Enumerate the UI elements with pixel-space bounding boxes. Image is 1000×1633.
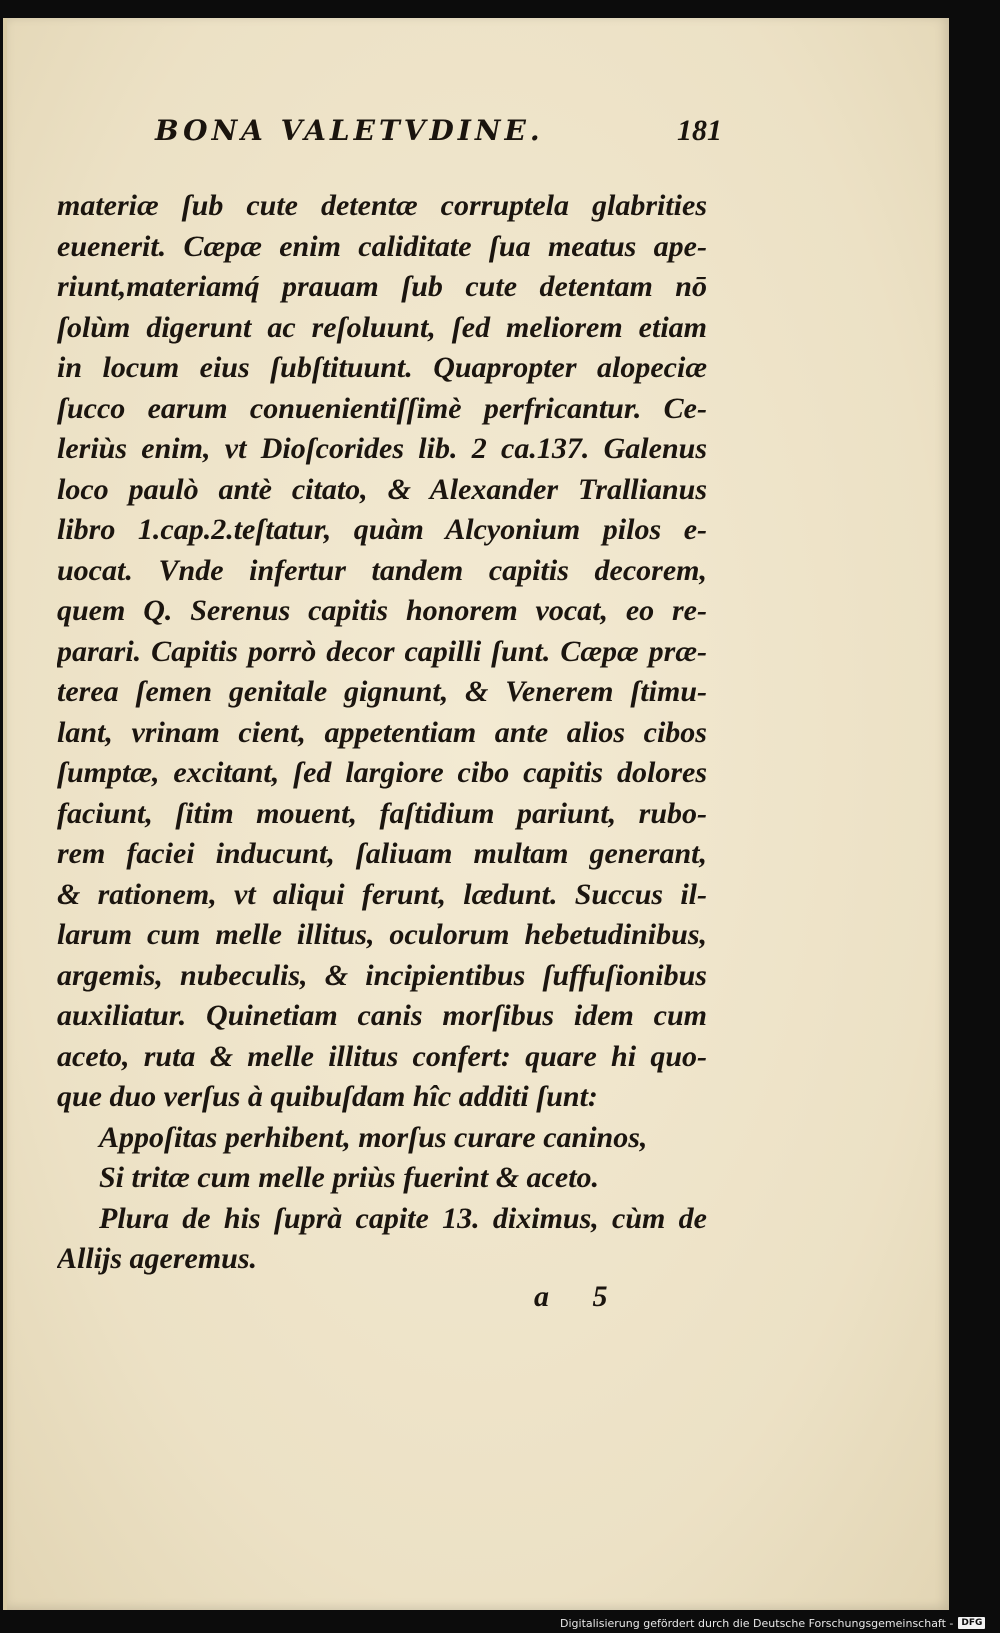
text-line: loco paulò antè citato, & Alexander Trallianus [57, 472, 707, 506]
text-line: & rationem, vt aliqui ferunt, lædunt. Succus il- [57, 877, 707, 911]
text-line: in locum eius ſubſtituunt. Quapropter alopeciæ [57, 351, 707, 384]
text-line: auxiliatur. Quinetiam canis morſibus idem cum [57, 999, 707, 1032]
text-line: quem Q. Serenus capitis honorem vocat, eo re- [57, 594, 707, 627]
page-number: 181 [677, 114, 722, 147]
text-line: parari. Capitis porrò decor capilli ſunt. Cæpæ præ- [57, 634, 707, 668]
digitization-footer [560, 1614, 985, 1632]
funding-credit: Digitalisierung gefördert durch die Deutsche Forschungsgemeinschaft - [560, 1616, 954, 1630]
verse-line: Appoſitas perhibent, morſus curare caninos, [99, 1120, 648, 1154]
text-line: euenerit. Cæpæ enim caliditate ſua meatus ape- [57, 229, 707, 263]
text-line: uocat. Vnde infertur tandem capitis decorem, [57, 553, 707, 587]
text-line: leriùs enim, vt Dioſcorides lib. 2 ca.137. Galenus [57, 432, 707, 465]
running-head: BONA VALETVDINE. [155, 114, 544, 147]
text-line: argemis, nubeculis, & incipientibus ſuffuſionibus [57, 958, 707, 992]
text-line: ſucco earum conuenientiſſimè perfricantur. Ce- [57, 391, 707, 425]
book-page [3, 18, 949, 1610]
text-line: materiæ ſub cute detentæ corruptela glabrities [57, 189, 707, 222]
text-line: larum cum melle illitus, oculorum hebetudinibus, [57, 918, 707, 951]
text-line: riunt,materiamq́ prauam ſub cute detentam nō [57, 270, 707, 303]
dfg-logo-icon: DFG [958, 1617, 985, 1629]
text-line: rem faciei inducunt, ſaliuam multam generant, [57, 837, 707, 870]
text-line: que duo verſus à quibuſdam hîc additi ſunt: [57, 1080, 598, 1113]
text-line: Allijs ageremus. [57, 1242, 258, 1275]
text-line: ſolùm digerunt ac reſoluunt, ſed meliorem etiam [57, 310, 707, 344]
text-line: libro 1.cap.2.teſtatur, quàm Alcyonium pilos e- [57, 513, 707, 546]
text-line: Plura de his ſuprà capite 13. diximus, cùm de [99, 1201, 707, 1235]
text-line: aceto, ruta & melle illitus confert: quare hi quo- [57, 1039, 707, 1073]
page-header [7, 114, 949, 154]
text-line: terea ſemen genitale gignunt, & Venerem ſtimu- [57, 675, 707, 708]
verse-line: Si tritæ cum melle priùs fuerint & aceto. [99, 1161, 600, 1194]
body-text [57, 186, 707, 1280]
signature-mark: a 5 [534, 1280, 626, 1313]
text-line: lant, vrinam cient, appetentiam ante alios cibos [57, 715, 707, 749]
text-line: faciunt, ſitim mouent, faſtidium pariunt, rubo- [57, 796, 707, 830]
text-line: ſumptæ, excitant, ſed largiore cibo capitis dolores [57, 756, 707, 789]
